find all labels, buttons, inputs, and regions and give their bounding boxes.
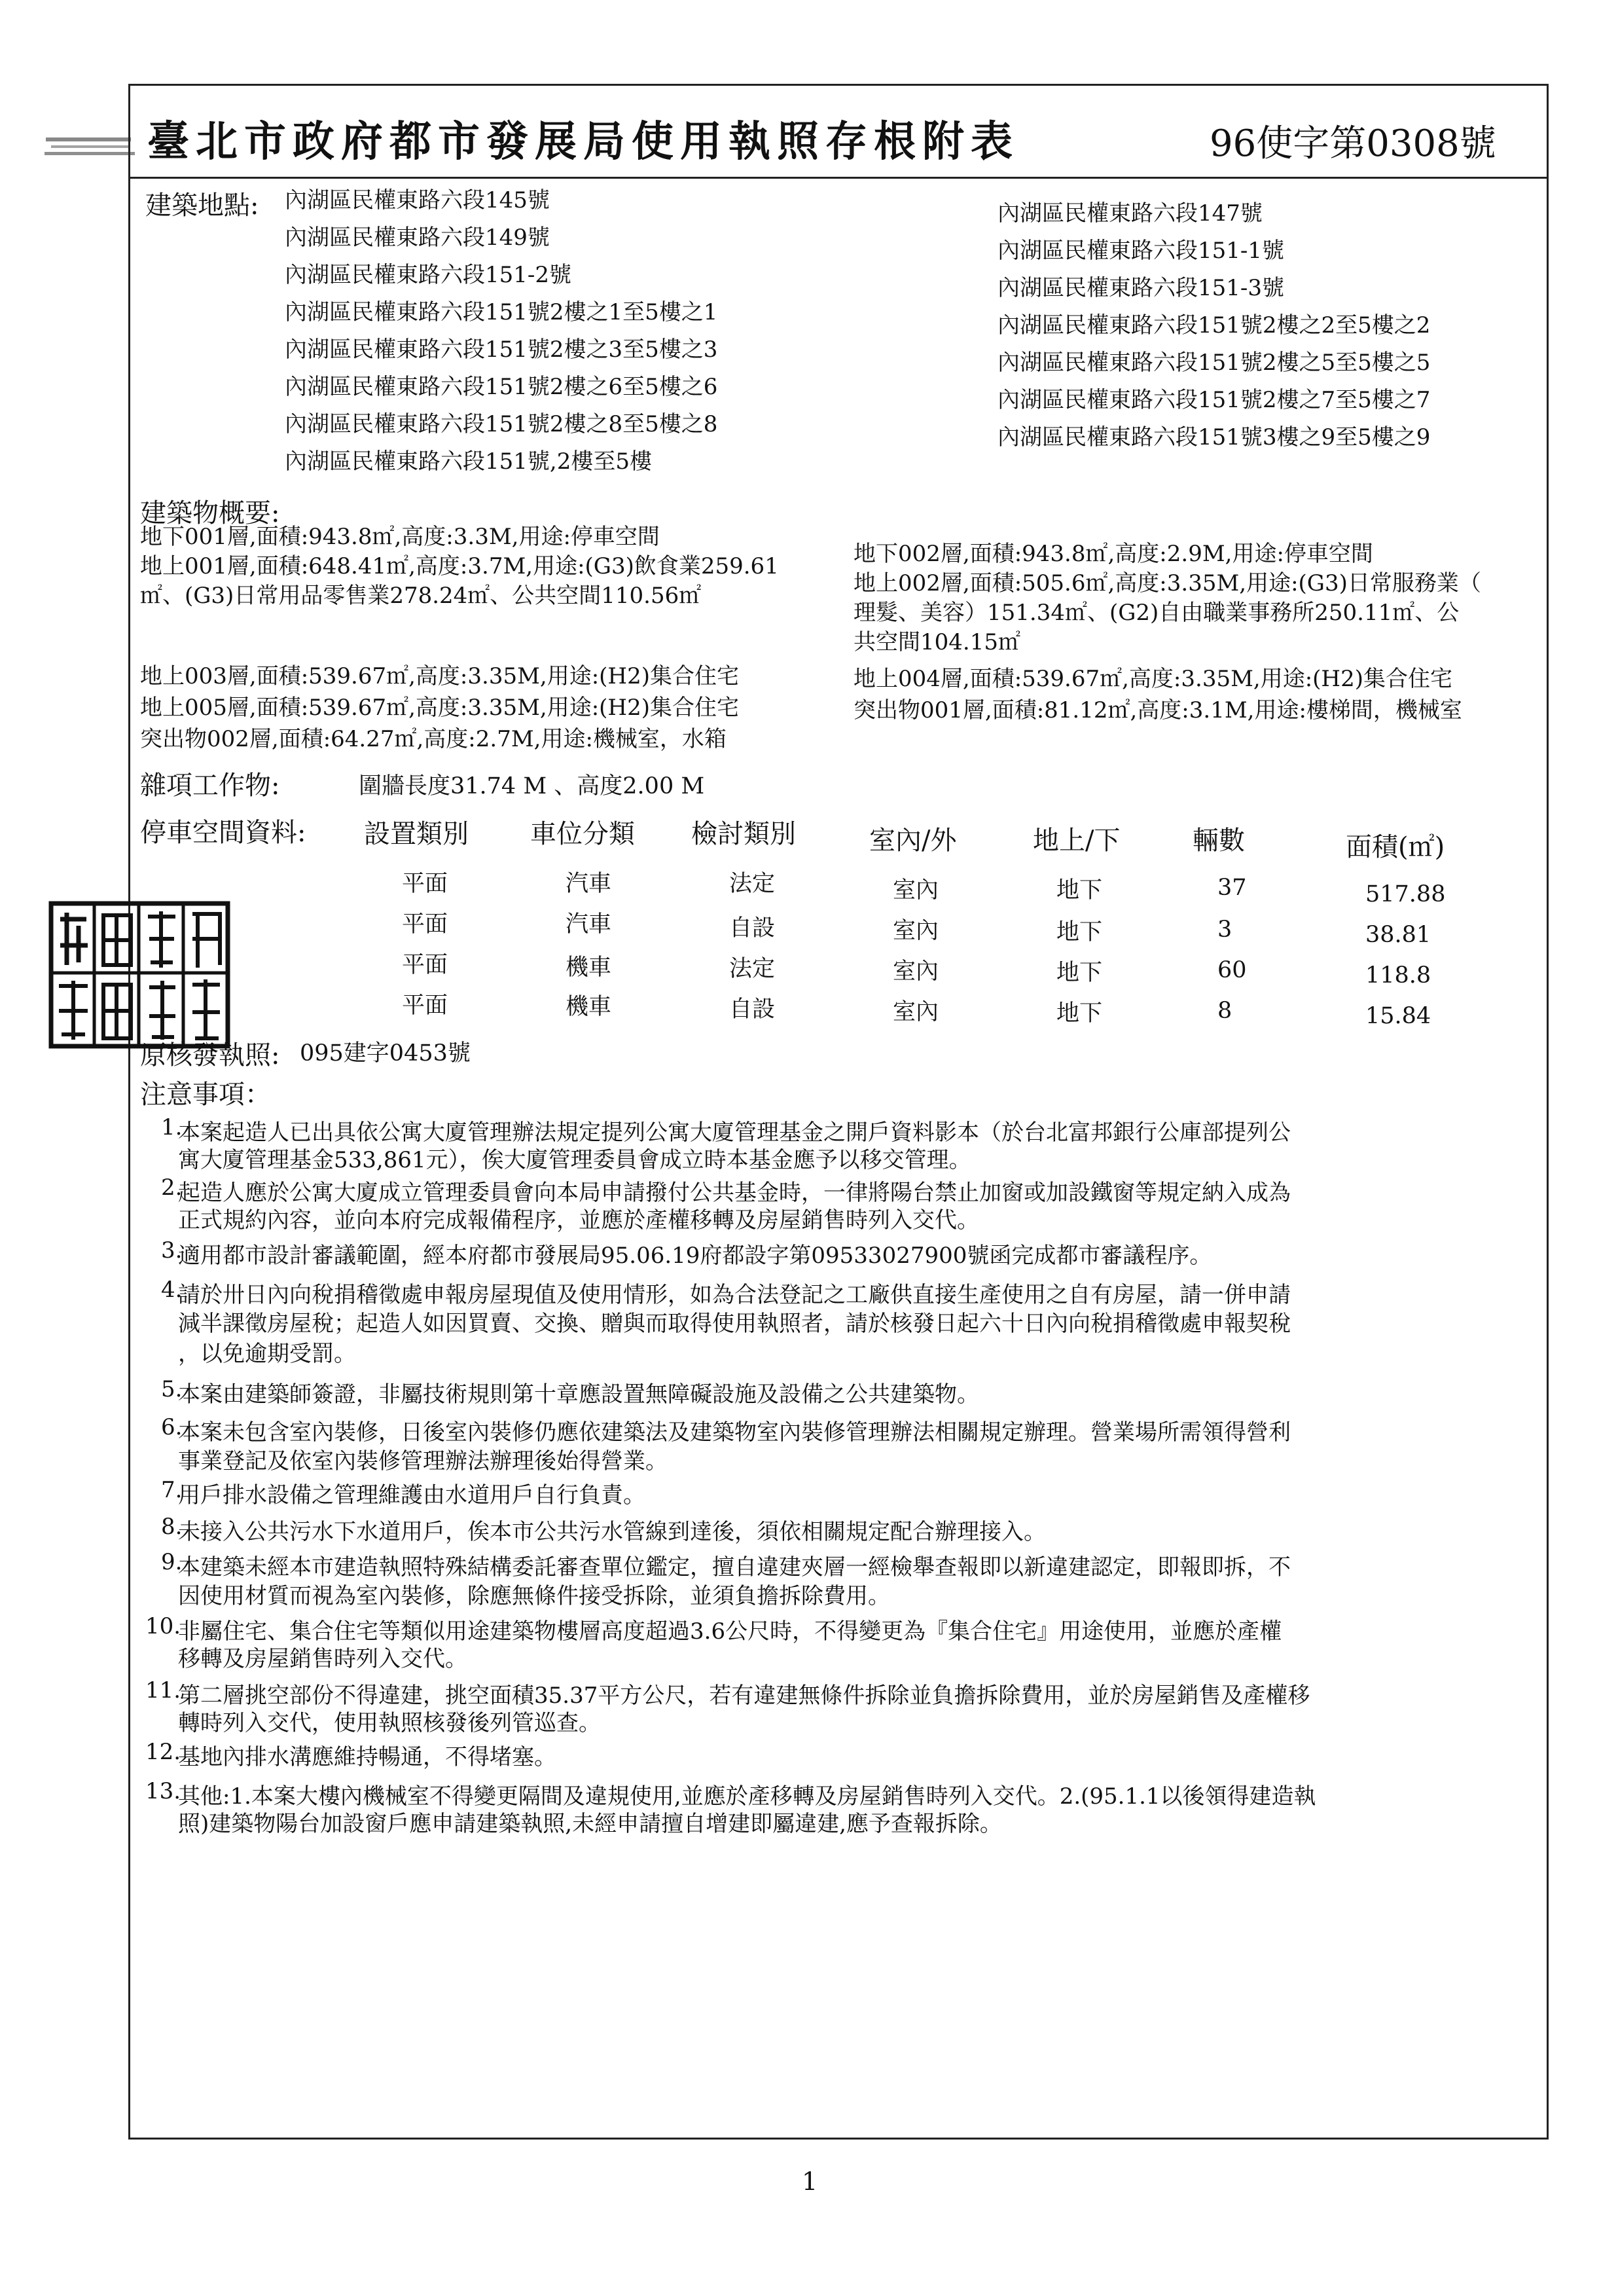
parking-header-vehicle: 車位分類 — [530, 819, 635, 849]
site-address: 內湖區民權東路六段149號 — [285, 225, 550, 251]
note-line: 轉時列入交代，使用執照核發後列管巡查。 — [178, 1710, 601, 1736]
note-number: 1. — [161, 1114, 183, 1140]
parking-cell: 60 — [1217, 957, 1247, 983]
parking-cell: 自設 — [729, 996, 776, 1023]
overview-label: 建築物概要: — [140, 498, 280, 528]
note-number: 7. — [161, 1477, 183, 1503]
parking-cell: 法定 — [729, 956, 776, 982]
parking-cell: 平面 — [402, 993, 448, 1019]
site-address: 內湖區民權東路六段151-1號 — [998, 238, 1285, 264]
parking-header-area: 面積(㎡) — [1346, 832, 1445, 862]
overview-line: 地上001層,面積:648.41㎡,高度:3.7M,用途:(G3)飲食業259.61 — [140, 553, 779, 579]
parking-cell: 機車 — [566, 955, 612, 981]
overview-line: 地上003層,面積:539.67㎡,高度:3.35M,用途:(H2)集合住宅 — [140, 663, 739, 689]
note-number: 5. — [161, 1376, 183, 1402]
document-number: 96使字第0308號 — [1210, 122, 1496, 165]
note-line: 本案未包含室內裝修，日後室內裝修仍應依建築法及建築物室內裝修管理辦法相關規定辦理。營業場所需領得營利 — [178, 1419, 1291, 1446]
note-line: 非屬住宅、集合住宅等類似用途建築物樓層高度超過3.6公尺時，不得變更為『集合住宅』用途使用，並應於產權 — [178, 1618, 1282, 1645]
parking-cell: 法定 — [729, 871, 776, 897]
overview-line: 地上004層,面積:539.67㎡,高度:3.35M,用途:(H2)集合住宅 — [854, 666, 1452, 692]
overview-line: 地下001層,面積:943.8㎡,高度:3.3M,用途:停車空間 — [140, 524, 660, 550]
note-number: 10. — [145, 1613, 181, 1639]
note-line: 起造人應於公寓大廈成立管理委員會向本局申請撥付公共基金時，一律將陽台禁止加窗或加設鐵窗等規定納入成為 — [178, 1180, 1291, 1206]
note-line: 第二層挑空部份不得違建，挑空面積35.37平方公尺，若有違建無條件拆除並負擔拆除費用，並於房屋銷售及產權移 — [178, 1683, 1310, 1709]
note-line: 基地內排水溝應維持暢通，不得堵塞。 — [178, 1744, 556, 1770]
note-number: 6. — [161, 1414, 183, 1440]
parking-cell: 地下 — [1056, 960, 1103, 986]
note-number: 4. — [161, 1277, 183, 1303]
note-line: 照)建築物陽台加設窗戶應申請建築執照,未經申請擅自增建即屬違建,應予查報拆除。 — [178, 1811, 1002, 1837]
parking-cell: 室內 — [893, 877, 939, 903]
site-address: 內湖區民權東路六段151號2樓之7至5樓之7 — [998, 387, 1431, 413]
note-line: 適用都市設計審議範圍，經本府都市發展局95.06.19府都設字第09533027900號函完成都市審議程序。 — [178, 1243, 1212, 1269]
note-line: 移轉及房屋銷售時列入交代。 — [178, 1646, 467, 1672]
site-right-list — [998, 200, 1430, 462]
note-line: 因使用材質而視為室內裝修，除應無條件接受拆除，並須負擔拆除費用。 — [178, 1583, 890, 1609]
site-address: 內湖區民權東路六段151號2樓之1至5樓之1 — [285, 299, 718, 325]
site-address: 內湖區民權東路六段151號2樓之6至5樓之6 — [285, 374, 718, 400]
note-number: 13. — [145, 1778, 181, 1804]
parking-cell: 平面 — [402, 871, 448, 897]
misc-label: 雜項工作物: — [140, 771, 280, 801]
note-line: 寓大廈管理基金533,861元），俟大廈管理委員會成立時本基金應予以移交管理。 — [178, 1147, 971, 1173]
notes-label: 注意事項： — [140, 1080, 271, 1110]
overview-line: 突出物002層,面積:64.27㎡,高度:2.7M,用途:機械室，水箱 — [140, 726, 727, 752]
parking-cell: 室內 — [893, 958, 939, 985]
site-address: 內湖區民權東路六段151號2樓之5至5樓之5 — [998, 350, 1431, 376]
parking-cell: 地下 — [1056, 1000, 1103, 1027]
parking-cell: 38.81 — [1365, 922, 1431, 948]
misc-value: 圍牆長度31.74 M 、高度2.00 M — [359, 773, 705, 799]
parking-header-level: 地上/下 — [1033, 826, 1121, 856]
parking-cell: 汽車 — [566, 911, 612, 938]
note-line: 其他:1.本案大樓內機械室不得變更隔間及違規使用,並應於產移轉及房屋銷售時列入交代。2.(95.1.1以後領得建造執 — [178, 1783, 1316, 1810]
parking-header-setup: 設置類別 — [364, 819, 469, 849]
site-address: 內湖區民權東路六段151號2樓之3至5樓之3 — [285, 337, 718, 363]
site-address: 內湖區民權東路六段151號2樓之8至5樓之8 — [285, 411, 718, 437]
site-address: 內湖區民權東路六段151號3樓之9至5樓之9 — [998, 424, 1431, 450]
parking-cell: 室內 — [893, 999, 939, 1025]
site-address: 內湖區民權東路六段147號 — [998, 200, 1263, 227]
note-line: ，以免逾期受罰。 — [178, 1341, 356, 1367]
parking-cell: 平面 — [402, 952, 448, 978]
note-number: 2. — [161, 1175, 183, 1201]
scan-noise — [45, 132, 137, 162]
title-divider — [128, 177, 1549, 179]
note-line: 本案起造人已出具依公寓大廈管理辦法規定提列公寓大廈管理基金之開戶資料影本（於台北富邦銀行公庫部提列公 — [178, 1120, 1291, 1146]
official-seal-stamp — [47, 900, 232, 1050]
parking-cell: 汽車 — [566, 871, 612, 897]
site-address: 內湖區民權東路六段145號 — [285, 187, 550, 213]
overview-line: 地上002層,面積:505.6㎡,高度:3.35M,用途:(G3)日常服務業（ — [854, 570, 1481, 596]
note-line: 未接入公共污水下水道用戶，俟本市公共污水管線到達後，須依相關規定配合辦理接入。 — [178, 1519, 1046, 1545]
parking-cell: 地下 — [1056, 919, 1103, 945]
note-line: 請於卅日內向稅捐稽徵處申報房屋現值及使用情形，如為合法登記之工廠供直接生產使用之自有房屋，請一併申請 — [178, 1282, 1291, 1308]
site-address: 內湖區民權東路六段151號,2樓至5樓 — [285, 448, 652, 475]
overview-left — [140, 524, 779, 757]
note-line: 正式規約內容，並向本府完成報備程序，並應於產權移轉及房屋銷售時列入交代。 — [178, 1207, 979, 1233]
note-number: 8. — [161, 1514, 183, 1540]
overview-line: ㎡、(G3)日常用品零售業278.24㎡、公共空間110.56㎡ — [140, 583, 702, 609]
overview-line: 地上005層,面積:539.67㎡,高度:3.35M,用途:(H2)集合住宅 — [140, 695, 739, 721]
overview-right — [854, 541, 1481, 729]
overview-line: 共空間104.15㎡ — [854, 629, 1020, 655]
overview-line: 突出物001層,面積:81.12㎡,高度:3.1M,用途:樓梯間，機械室 — [854, 697, 1462, 723]
site-left-list — [285, 187, 717, 486]
note-number: 9. — [161, 1549, 183, 1575]
parking-cell: 3 — [1217, 917, 1232, 943]
site-address: 內湖區民權東路六段151-3號 — [998, 275, 1285, 301]
parking-cell: 15.84 — [1365, 1003, 1431, 1029]
note-number: 12. — [145, 1739, 181, 1765]
page-number: 1 — [802, 2167, 818, 2196]
parking-header-count: 輛數 — [1193, 826, 1245, 856]
license-label: 原核發執照: — [140, 1040, 280, 1070]
overview-line: 理髮、美容）151.34㎡、(G2)自由職業事務所250.11㎡、公 — [854, 600, 1460, 626]
parking-label: 停車空間資料: — [140, 818, 306, 848]
overview-line — [140, 612, 779, 663]
parking-header-review: 檢討類別 — [691, 819, 796, 849]
parking-cell: 平面 — [402, 911, 448, 938]
note-number: 11. — [145, 1677, 181, 1704]
page-title: 臺北市政府都市發展局使用執照存根附表 — [147, 117, 1019, 166]
note-line: 本建築未經本市建造執照特殊結構委託審查單位鑑定，擅自違建夾層一經檢舉查報即以新違建認定，即報即拆，不 — [178, 1554, 1291, 1580]
parking-cell: 517.88 — [1365, 881, 1446, 907]
parking-cell: 室內 — [893, 918, 939, 944]
parking-cell: 8 — [1217, 998, 1232, 1024]
parking-cell: 118.8 — [1365, 962, 1431, 989]
note-number: 3. — [161, 1237, 183, 1264]
license-value: 095建字0453號 — [300, 1040, 471, 1066]
site-address: 內湖區民權東路六段151號2樓之2至5樓之2 — [998, 312, 1431, 338]
parking-cell: 地下 — [1056, 877, 1103, 903]
parking-cell: 37 — [1217, 875, 1247, 901]
note-line: 事業登記及依室內裝修管理辦法辦理後始得營業。 — [178, 1448, 668, 1474]
site-label: 建築地點: — [145, 191, 259, 221]
parking-header-indoor: 室內/外 — [869, 826, 957, 856]
overview-line: 地下002層,面積:943.8㎡,高度:2.9M,用途:停車空間 — [854, 541, 1373, 567]
parking-cell: 自設 — [729, 915, 776, 941]
parking-cell: 機車 — [566, 994, 612, 1020]
note-line: 本案由建築師簽證，非屬技術規則第十章應設置無障礙設施及設備之公共建築物。 — [178, 1381, 979, 1408]
note-line: 減半課徵房屋稅；起造人如因買賣、交換、贈與而取得使用執照者，請於核發日起六十日內向稅捐稽徵處申報契稅 — [178, 1311, 1291, 1337]
note-line: 用戶排水設備之管理維護由水道用戶自行負責。 — [178, 1482, 645, 1508]
site-address: 內湖區民權東路六段151-2號 — [285, 262, 572, 288]
